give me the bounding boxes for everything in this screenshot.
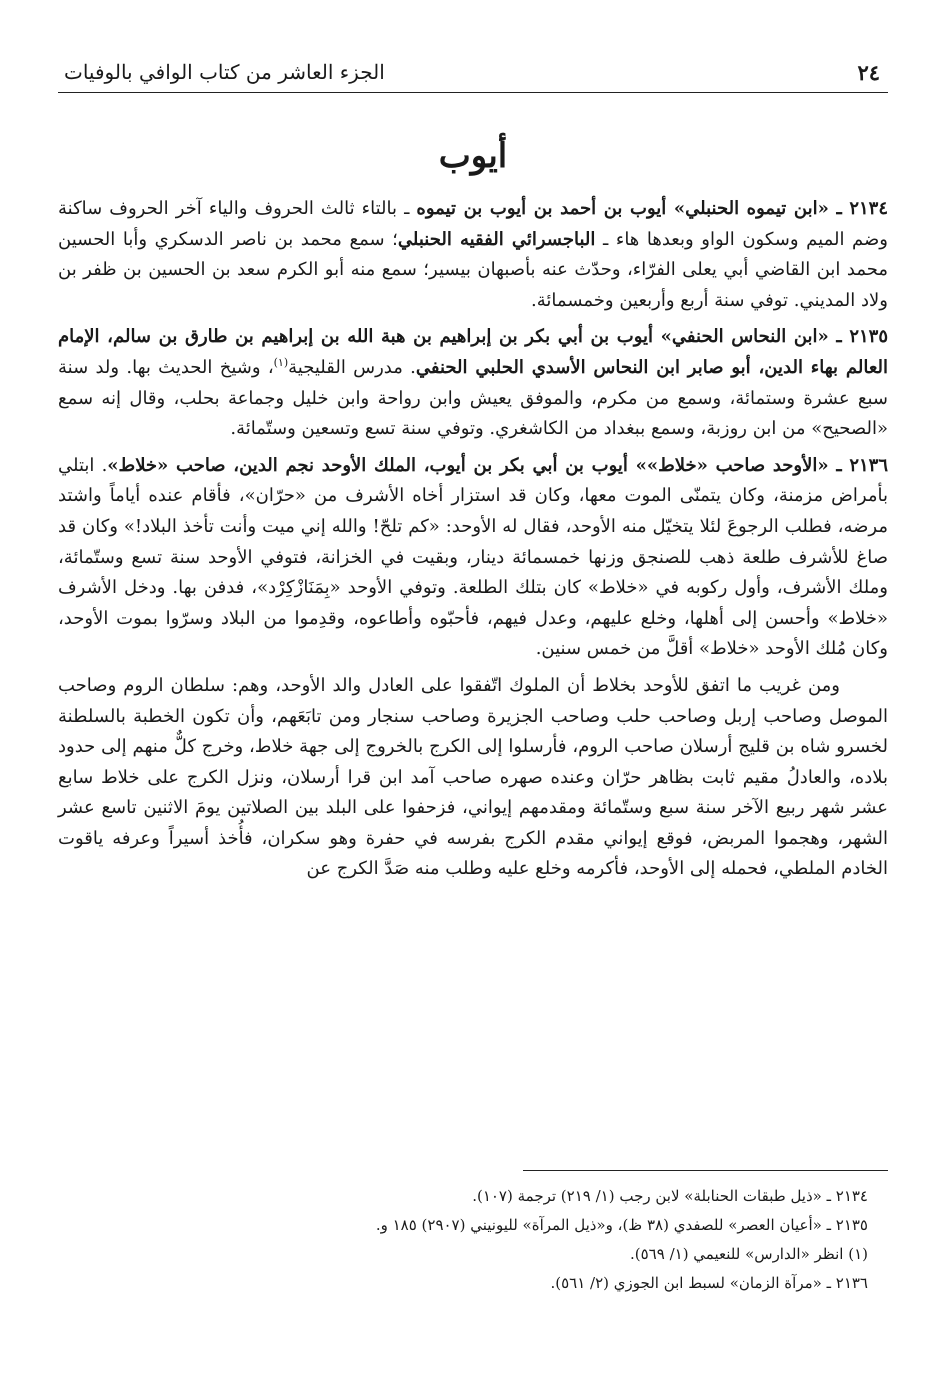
entry-heading: ٢١٣٤ ـ «ابن تيموه الحنبلي» أيوب بن أحمد بن أيوب بن تيموه <box>416 198 888 219</box>
entry-nisba: الباجسرائي الفقيه الحنبلي <box>397 228 596 250</box>
entry-text: ؛ سمع محمد بن ناصر الدسكري وأبا الحسين محمد ابن القاضي أبي يعلى الفرّاء، وحدّث عنه بأصبهان بيسير؛ سمع منه أبو الكرم سعد بن الحسين بن ظفر بن ولاد المديني. توفي سنة أربع وأربعين وخمسمائة. <box>58 228 888 311</box>
running-head: الجزء العاشر من كتاب الوافي بالوفيات <box>64 60 385 84</box>
entry-heading: ٢١٣٥ ـ «ابن النحاس الحنفي» أيوب بن أبي بكر بن إبراهيم بن هبة الله بن إبراهيم بن طارق بن سالم، الإمام العالم بهاء الدين، أبو صابر ابن النحاس الأسدي الحلبي الحنفي <box>58 326 888 378</box>
entry-heading: ٢١٣٦ ـ «الأوحد صاحب «خلاط»» أيوب بن أبي بكر بن أيوب، الملك الأوحد نجم الدين، صاحب «خلاط» <box>107 454 888 476</box>
footnote-marker: (١) <box>273 355 289 369</box>
entry-2135 <box>58 322 888 444</box>
entry-text: ـ بالتاء ثالث الحروف والياء آخر الحروف ساكنة وضم الميم وسكون الواو وبعدها هاء ـ <box>58 198 889 250</box>
page-header <box>58 52 888 93</box>
footnote: ٢١٣٤ ـ «ذيل طبقات الحنابلة» لابن رجب (١/ ٢١٩) ترجمة (١٠٧). <box>472 1187 868 1205</box>
page-number: ٢٤ <box>857 60 880 85</box>
entry-text: ، وشيخ الحديث بها. ولد سنة سبع عشرة وستمائة، وسمع من مكرم، والموفق يعيش وابن رواحة وابن خليل وجماعة بحلب، وقال إنه سمع «الصحيح» من ابن روزبة، وسمع ببغداد من الكاشغري. وتوفي سنة تسع وتسعين وستّمائة. <box>58 356 888 440</box>
entry-2134 <box>58 194 888 316</box>
footnote: ٢١٣٥ ـ «أعيان العصر» للصفدي (٣٨ ظ)، و«ذيل المرآة» لليونيني (٢٩٠٧) ١٨٥ و. <box>375 1216 868 1234</box>
section-title: أيوب <box>438 136 508 176</box>
main-text <box>58 194 888 891</box>
entry-text: . ابتلي بأمراض مزمنة، وكان يتمنّى الموت معها، وكان قد استزار أخاه الأشرف من «حرّان»، فأقام عنده أياماً واشتد مرضه، فطلب الرجوعَ لئلا يتخيّل منه الأوحد، فقال له الأوحد: «كم تلحّ! والله إني ميت وأنت تأخذ البلاد!» وكان قد صاغ للأشرف طلعة ذهب للصنجق وزنها خمسمائة دينار، وبقيت في الخزانة، فتوفي الأوحد سنة تسع وستّمائة، وملك الأشرف، وأول ركوبه في «خلاط» كان بتلك الطلعة. وتوفي الأوحد «بِمَنَازْكِرْد»، فدفن بها. ودخل الأشرف «خلاط» وأحسن إلى أهلها، وخلع عليهم، وعدل فيهم، فأحبّوه وأطاعوه، وقدِموا من البلاد وسرّوا بموت الأوحد، وكان مُلك الأوحد «خلاط» أقلَّ من خمس سنين. <box>58 454 888 660</box>
entry-2136 <box>58 451 888 665</box>
footnote: (١) انظر «الدارس» للنعيمي (١/ ٥٦٩). <box>630 1245 868 1263</box>
continuation-paragraph: ومن غريب ما اتفق للأوحد بخلاط أن الملوك اتّفقوا على العادل والد الأوحد، وهم: سلطان الروم وصاحب الموصل وصاحب إربل وصاحب حلب وصاحب الجزيرة وصاحب سنجار ومن تابَعَهم، وأن تكون الخطبة بالسلطنة لخسرو شاه بن قليج أرسلان صاحب الروم، فأرسلوا إلى الكرج بالخروج إلى جهة خلاط، وخرج كلٌّ منهم إلى حدود بلاده، والعادلُ مقيم ثابت بظاهر حرّان وعنده صهره صاحب آمد ابن قرا أرسلان، ونزل الكرج على خلاط سابع عشر شهر ربيع الآخر سنة سبع وستّمائة ومقدمهم إيواني، فزحفوا على البلد بين الصلاتين يومَ الاثنين تاسع عشر الشهر، وهجموا المربض، فوقع إيواني مقدم الكرج بفرسه في حفرة وهو سكران، فأُخذ أسيراً وعرفه ياقوت الخادم الملطي، فحمله إلى الأوحد، فأكرمه وخلع عليه وطلب منه صَدَّ الكرج عن <box>58 674 888 880</box>
footnote-divider <box>523 1170 888 1171</box>
footnotes <box>58 1182 868 1298</box>
footnote: ٢١٣٦ ـ «مرآة الزمان» لسبط ابن الجوزي (٢/ ٥٦١). <box>550 1274 868 1292</box>
entry-text: . مدرس القليجية <box>288 356 416 378</box>
